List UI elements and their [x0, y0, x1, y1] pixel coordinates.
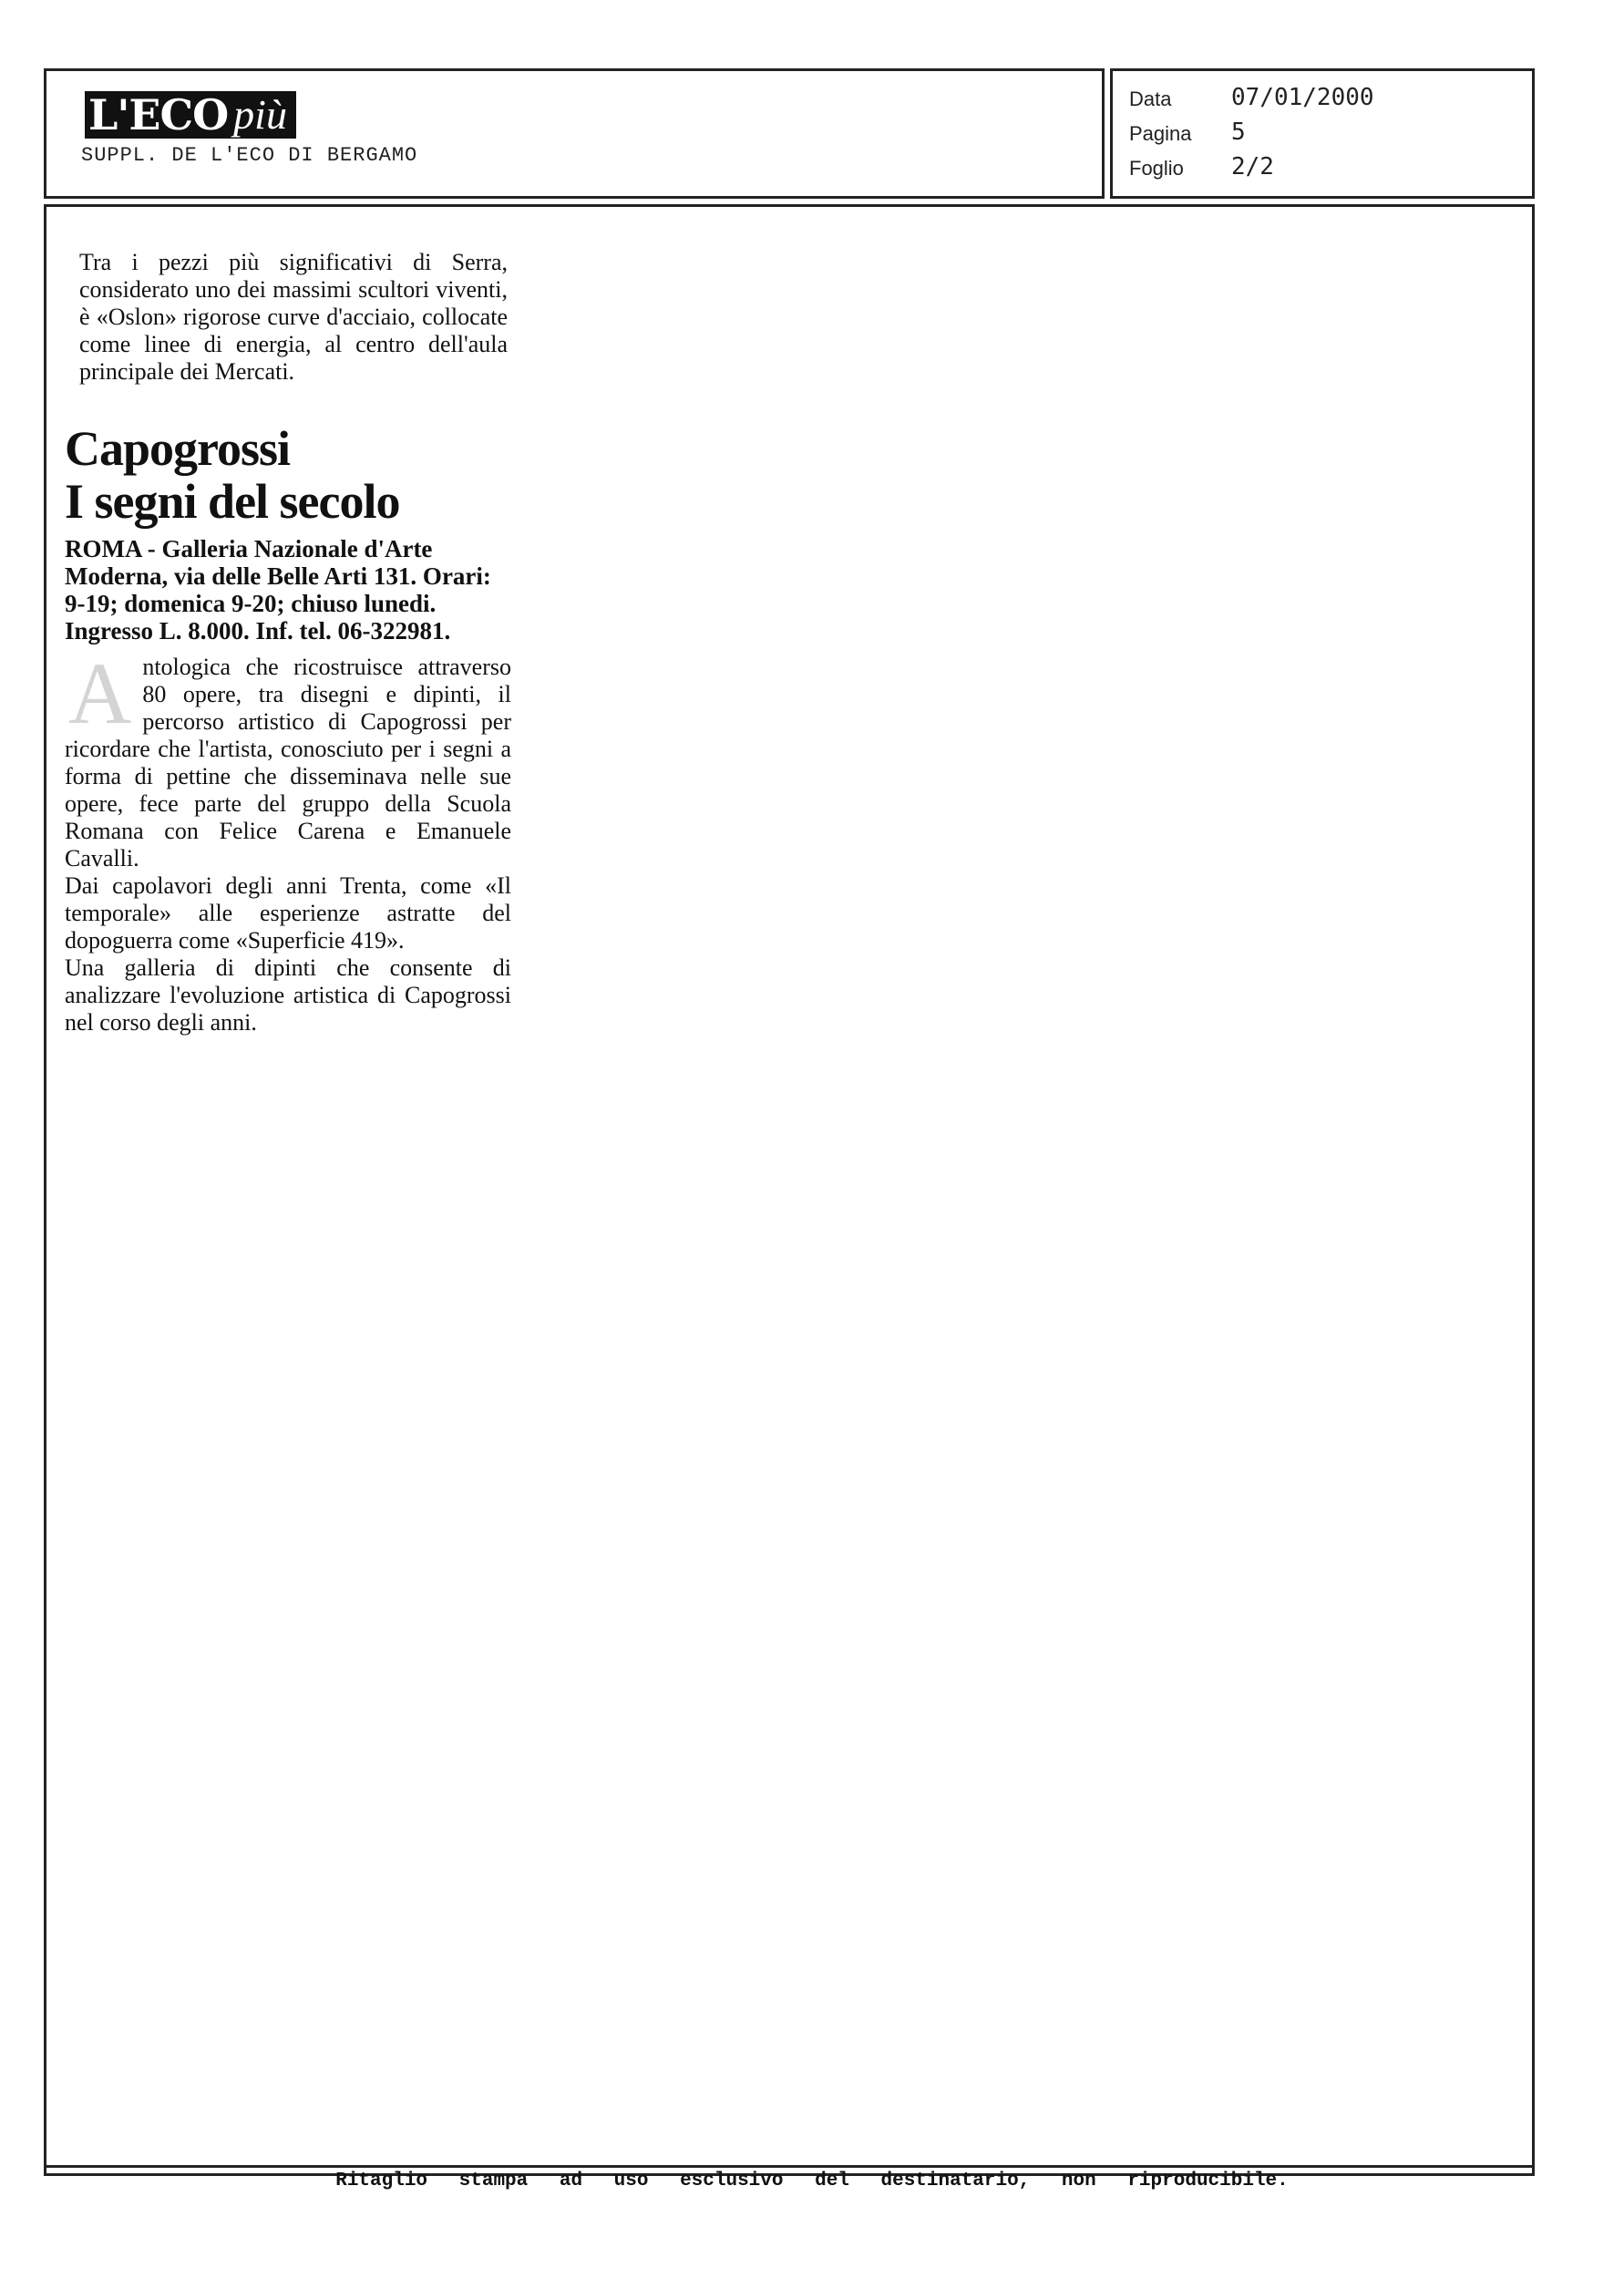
- supplement-label: SUPPL. DE L'ECO DI BERGAMO: [81, 144, 418, 167]
- dropcap-letter: A: [68, 645, 132, 742]
- article-body: [65, 645, 511, 1036]
- body-paragraph-1: [65, 645, 511, 872]
- logo-main: L'ECO: [85, 91, 231, 139]
- body-paragraph-1-text: ntologica che ricostruisce attraverso 80 opere, tra disegni e dipinti, il percorso artistico di Capogrossi per ricordare che l'artista, conosciuto per i segni a forma di pettine che disseminava nelle sue opere, fece parte del gruppo della Scuola Romana con Felice Carena e Emanuele Cavalli.: [65, 654, 511, 871]
- meta-foglio-row: [1129, 153, 1274, 180]
- meta-data-value: 07/01/2000: [1231, 84, 1374, 111]
- meta-foglio-label: Foglio: [1129, 157, 1184, 180]
- meta-pagina-value: 5: [1231, 119, 1246, 146]
- header-masthead-box: [44, 68, 1105, 199]
- meta-foglio-value: 2/2: [1231, 153, 1274, 180]
- meta-pagina-row: [1129, 119, 1246, 146]
- header-meta-box: [1110, 68, 1535, 199]
- article-clipping-area: [44, 204, 1535, 2176]
- meta-data-label: Data: [1129, 88, 1172, 110]
- newspaper-logo: [85, 91, 296, 139]
- footer-notice: Ritaglio stampa ad uso esclusivo del destinatario, non riproducibile.: [335, 2171, 1289, 2191]
- article-intro-block: [79, 249, 508, 386]
- meta-pagina-label: Pagina: [1129, 122, 1192, 145]
- logo-sub: più: [231, 91, 296, 139]
- body-paragraph-2: Dai capolavori degli anni Trenta, come «Il temporale» alle esperienze astratte del dopoguerra come «Superficie 419».: [65, 872, 511, 954]
- exhibition-info: ROMA - Galleria Nazionale d'Arte Moderna, via delle Belle Arti 131. Orari: 9-19; domenica 9-20; chiuso lunedi. Ingresso L. 8.000. Inf. tel. 06-322981.: [65, 535, 491, 645]
- article-body-column: [65, 422, 511, 1036]
- meta-data-row: [1129, 84, 1374, 111]
- footer-divider: [44, 2165, 1535, 2168]
- article-intro-paragraph: Tra i pezzi più significativi di Serra, considerato uno dei massimi scultori viventi, è «Oslon» rigorose curve d'acciaio, collocate come linee di energia, al centro dell'aula principale dei Mercati.: [79, 249, 508, 385]
- body-paragraph-3: Una galleria di dipinti che consente di analizzare l'evoluzione artistica di Capogrossi nel corso degli anni.: [65, 954, 511, 1036]
- article-title-line1: Capogrossi: [65, 421, 291, 476]
- article-title-line2: I segni del secolo: [65, 474, 400, 529]
